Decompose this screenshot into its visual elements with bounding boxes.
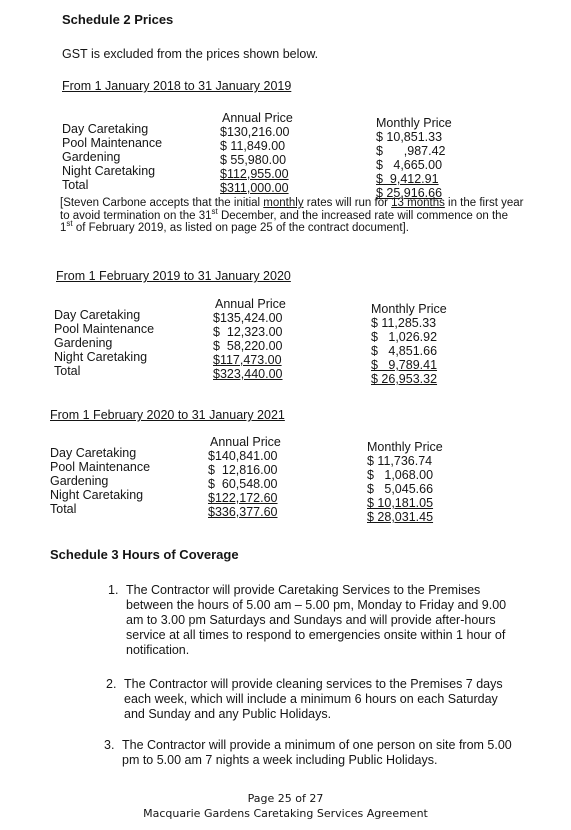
list-line: The Contractor will provide cleaning services to the Premises 7 days — [124, 677, 503, 691]
period-3-labels — [50, 446, 150, 516]
note-text: to avoid termination on the 31 — [60, 209, 212, 222]
row-label: Day Caretaking — [62, 122, 149, 136]
note-superscript: st — [211, 206, 218, 216]
row-label: Night Caretaking — [50, 488, 144, 502]
annual-value: $117,473.00 — [213, 353, 282, 367]
row-label: Total — [50, 502, 77, 516]
monthly-value: $ 9,412.91 — [376, 172, 439, 186]
period-2-title: From 1 February 2019 to 31 January 2020 — [56, 269, 291, 283]
annual-value: $ 55,980.00 — [220, 153, 287, 167]
period-2-monthly-column — [371, 302, 447, 386]
note-emphasis: 13 months — [391, 197, 445, 209]
list-number: 1. — [108, 583, 119, 597]
note-text: 1 — [60, 222, 67, 234]
list-item — [106, 677, 546, 727]
annual-value: $140,841.00 — [208, 449, 278, 463]
annual-total: $336,377.60 — [208, 505, 278, 519]
row-label: Day Caretaking — [54, 308, 141, 322]
monthly-header: Monthly Price — [367, 440, 443, 454]
annual-value: $135,424.00 — [213, 311, 283, 325]
monthly-value: $ 5,045.66 — [367, 482, 434, 496]
note-text: December, and the increased rate will commence on the — [217, 209, 508, 222]
period-1-monthly-column — [376, 116, 452, 200]
monthly-header: Monthly Price — [371, 302, 447, 316]
annual-total: $323,440.00 — [213, 367, 283, 381]
monthly-value: $ 1,068.00 — [367, 468, 434, 482]
list-line: each week, which will include a minimum 6 hours on each Saturday — [124, 692, 498, 706]
list-line: pm to 5.00 am 7 nights a week including Public Holidays. — [122, 753, 438, 767]
annual-header: Annual Price — [222, 111, 293, 125]
row-label: Pool Maintenance — [62, 136, 163, 150]
annual-value: $ 11,849.00 — [220, 139, 286, 153]
monthly-value: $ 10,181.05 — [367, 496, 434, 510]
contract-note — [60, 197, 523, 235]
list-number: 3. — [104, 738, 115, 752]
monthly-value: $ 9,789.41 — [371, 358, 438, 372]
annual-value: $122,172.60 — [208, 491, 278, 505]
period-1-annual-column — [220, 111, 293, 195]
list-line: notification. — [126, 643, 190, 657]
period-3-annual-column — [208, 435, 281, 519]
annual-value: $112,955.00 — [220, 167, 289, 181]
annual-header: Annual Price — [215, 297, 286, 311]
annual-value: $ 12,323.00 — [213, 325, 283, 339]
monthly-value: $ 4,665.00 — [376, 158, 443, 172]
annual-value: $ 60,548.00 — [208, 477, 278, 491]
annual-value: $ 58,220.00 — [213, 339, 283, 353]
list-line: and Sunday and any Public Holidays. — [124, 707, 332, 721]
monthly-total: $ 26,953.32 — [371, 372, 438, 386]
row-label: Gardening — [62, 150, 121, 164]
monthly-value: $ 10,851.33 — [376, 130, 443, 144]
list-item — [108, 583, 548, 663]
list-number: 2. — [106, 677, 117, 691]
period-2-labels — [54, 308, 154, 378]
monthly-total: $ 28,031.45 — [367, 510, 434, 524]
row-label: Total — [54, 364, 81, 378]
period-3-title: From 1 February 2020 to 31 January 2021 — [50, 408, 285, 422]
monthly-value: $ 4,851.66 — [371, 344, 438, 358]
period-2-annual-column — [213, 297, 286, 381]
annual-header: Annual Price — [210, 435, 281, 449]
row-label: Night Caretaking — [54, 350, 148, 364]
schedule-3-heading: Schedule 3 Hours of Coverage — [50, 547, 239, 562]
row-label: Pool Maintenance — [54, 322, 155, 336]
annual-total: $311,000.00 — [220, 181, 289, 195]
monthly-total: $ 25,916.66 — [376, 186, 443, 200]
monthly-value: $ 1,026.92 — [371, 330, 438, 344]
period-1-title: From 1 January 2018 to 31 January 2019 — [62, 79, 292, 93]
row-label: Total — [62, 178, 89, 192]
note-text: [Steven Carbone accepts that the initial — [60, 197, 264, 209]
list-line: service at all times to respond to emergencies onsite within 1 hour of — [126, 628, 506, 642]
note-text: in the first year — [444, 197, 524, 209]
row-label: Pool Maintenance — [50, 460, 151, 474]
annual-value: $ 12,816.00 — [208, 463, 278, 477]
period-1-labels — [62, 122, 162, 192]
row-label: Night Caretaking — [62, 164, 156, 178]
row-label: Gardening — [50, 474, 109, 488]
monthly-value: $ 11,285.33 — [371, 316, 437, 330]
note-text: of February 2019, as listed on page 25 of the contract document]. — [72, 222, 409, 234]
list-line: am to 3.00 pm Saturdays and Sundays and will provide after-hours — [126, 613, 496, 627]
footer-document-title: Macquarie Gardens Caretaking Services Agreement — [143, 807, 428, 820]
note-text: rates will run for — [303, 197, 392, 209]
list-line: The Contractor will provide Caretaking Services to the Premises — [126, 583, 481, 597]
row-label: Day Caretaking — [50, 446, 137, 460]
monthly-value: $ 11,736.74 — [367, 454, 433, 468]
schedule-2-heading: Schedule 2 Prices — [62, 12, 174, 27]
row-label: Gardening — [54, 336, 113, 350]
note-emphasis: monthly — [263, 197, 304, 209]
list-item — [104, 738, 549, 772]
note-superscript: st — [66, 219, 73, 229]
footer-page-number: Page 25 of 27 — [247, 792, 324, 805]
list-line: The Contractor will provide a minimum of one person on site from 5.00 — [122, 738, 512, 752]
list-line: between the hours of 5.00 am – 5.00 pm, Monday to Friday and 9.00 — [126, 598, 507, 612]
monthly-value: $ ,987.42 — [376, 144, 446, 158]
annual-value: $130,216.00 — [220, 125, 290, 139]
period-3-monthly-column — [367, 440, 443, 524]
gst-note: GST is excluded from the prices shown below. — [62, 47, 319, 61]
monthly-header: Monthly Price — [376, 116, 452, 130]
